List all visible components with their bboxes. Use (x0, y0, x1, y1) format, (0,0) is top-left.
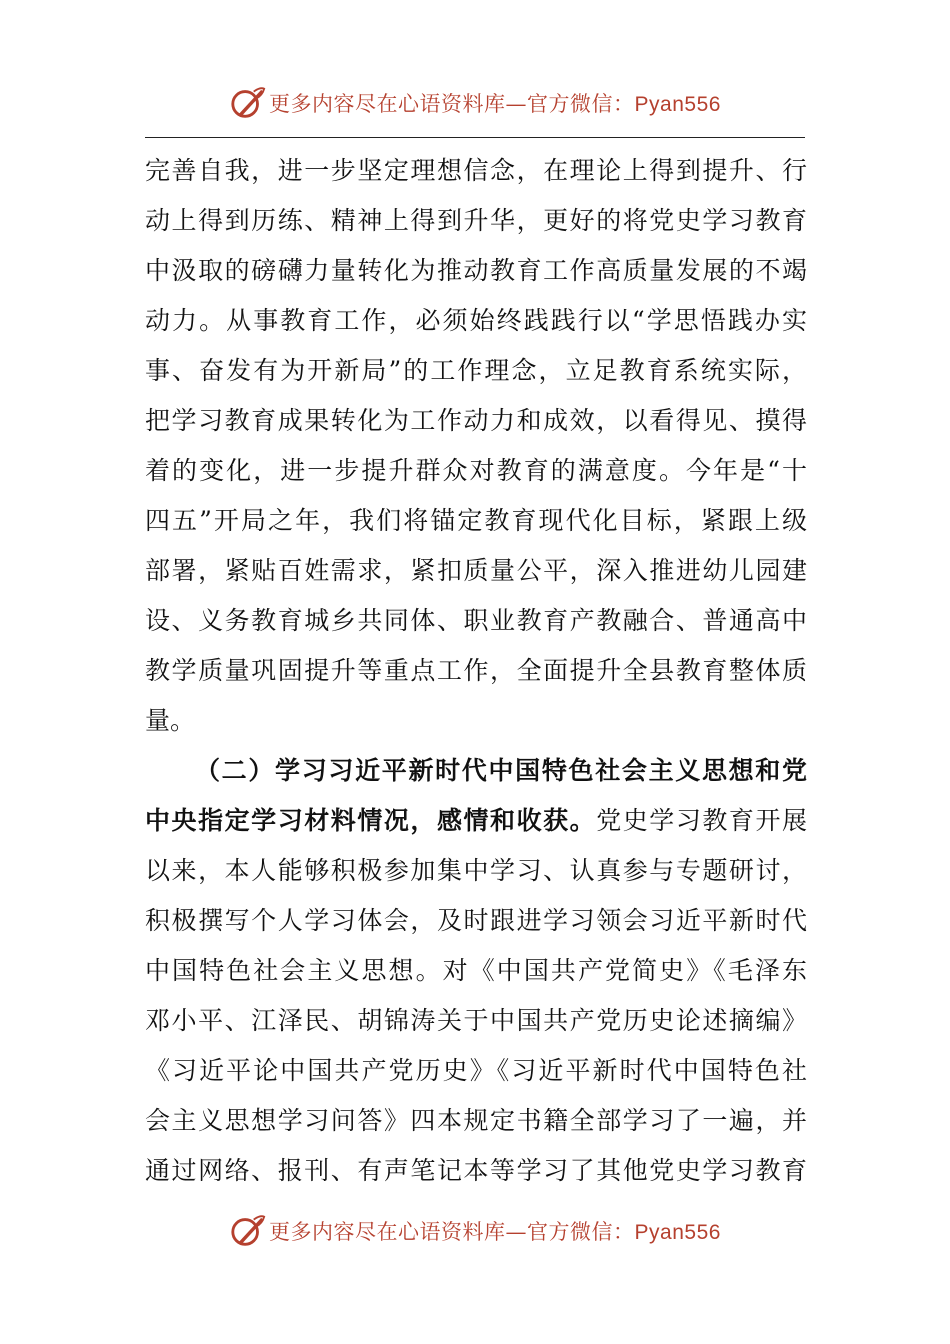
wechat-id: Pyan556 (634, 1221, 721, 1244)
body-line: 积极撰写个人学习体会，及时跟进学习领会习近平新时代 (145, 906, 807, 935)
banner-text: 更多内容尽在心语资料库—官方微信：Pyan556 (269, 92, 721, 116)
body-line: 邓小平、江泽民、胡锦涛关于中国共产党历史论述摘编》 (145, 1006, 807, 1035)
wechat-id: Pyan556 (634, 93, 721, 116)
quill-logo-icon (229, 1212, 267, 1250)
document-body (145, 146, 807, 1196)
body-line: 量。 (145, 706, 196, 735)
body-line: 以来，本人能够积极参加集中学习、认真参与专题研讨， (145, 856, 807, 885)
body-line: 动上得到历练、精神上得到升华，更好的将党史学习教育 (145, 206, 807, 235)
body-line: 会主义思想学习问答》四本规定书籍全部学习了一遍，并 (145, 1106, 807, 1135)
body-line: 部署，紧贴百姓需求，紧扣质量公平，深入推进幼儿园建 (145, 556, 807, 585)
body-line: 四五”开局之年，我们将锚定教育现代化目标，紧跟上级 (145, 506, 807, 535)
body-line: 《习近平论中国共产党历史》《习近平新时代中国特色社 (145, 1056, 807, 1085)
body-line: 中汲取的磅礴力量转化为推动教育工作高质量发展的不竭 (145, 256, 807, 285)
body-line: 事、奋发有为开新局”的工作理念，立足教育系统实际， (145, 356, 807, 385)
body-line: 完善自我，进一步坚定理想信念，在理论上得到提升、行 (145, 156, 807, 185)
header-banner (0, 78, 950, 128)
body-line: 中国特色社会主义思想。对《中国共产党简史》《毛泽东 (145, 956, 807, 985)
body-line: 动力。从事教育工作，必须始终践践行以“学思悟践办实 (145, 306, 807, 335)
section-heading: （二）学习习近平新时代中国特色社会主义思想和党 (195, 756, 807, 785)
body-line: 着的变化，进一步提升群众对教育的满意度。今年是“十 (145, 456, 807, 485)
body-line: 把学习教育成果转化为工作动力和成效，以看得见、摸得 (145, 406, 807, 435)
body-line: 教学质量巩固提升等重点工作，全面提升全县教育整体质 (145, 656, 807, 685)
section-heading-tail: 中央指定学习材料情况，感情和收获。 (145, 806, 597, 835)
body-line: 通过网络、报刊、有声笔记本等学习了其他党史学习教育 (145, 1156, 807, 1185)
banner-text: 更多内容尽在心语资料库—官方微信：Pyan556 (269, 1220, 721, 1244)
body-text: 党史学习教育开展 (596, 806, 807, 835)
body-line: 设、义务教育城乡共同体、职业教育产教融合、普通高中 (145, 606, 807, 635)
header-divider (145, 137, 805, 138)
quill-logo-icon (229, 84, 267, 122)
footer-banner (0, 1206, 950, 1256)
body-line-mixed (145, 796, 807, 846)
